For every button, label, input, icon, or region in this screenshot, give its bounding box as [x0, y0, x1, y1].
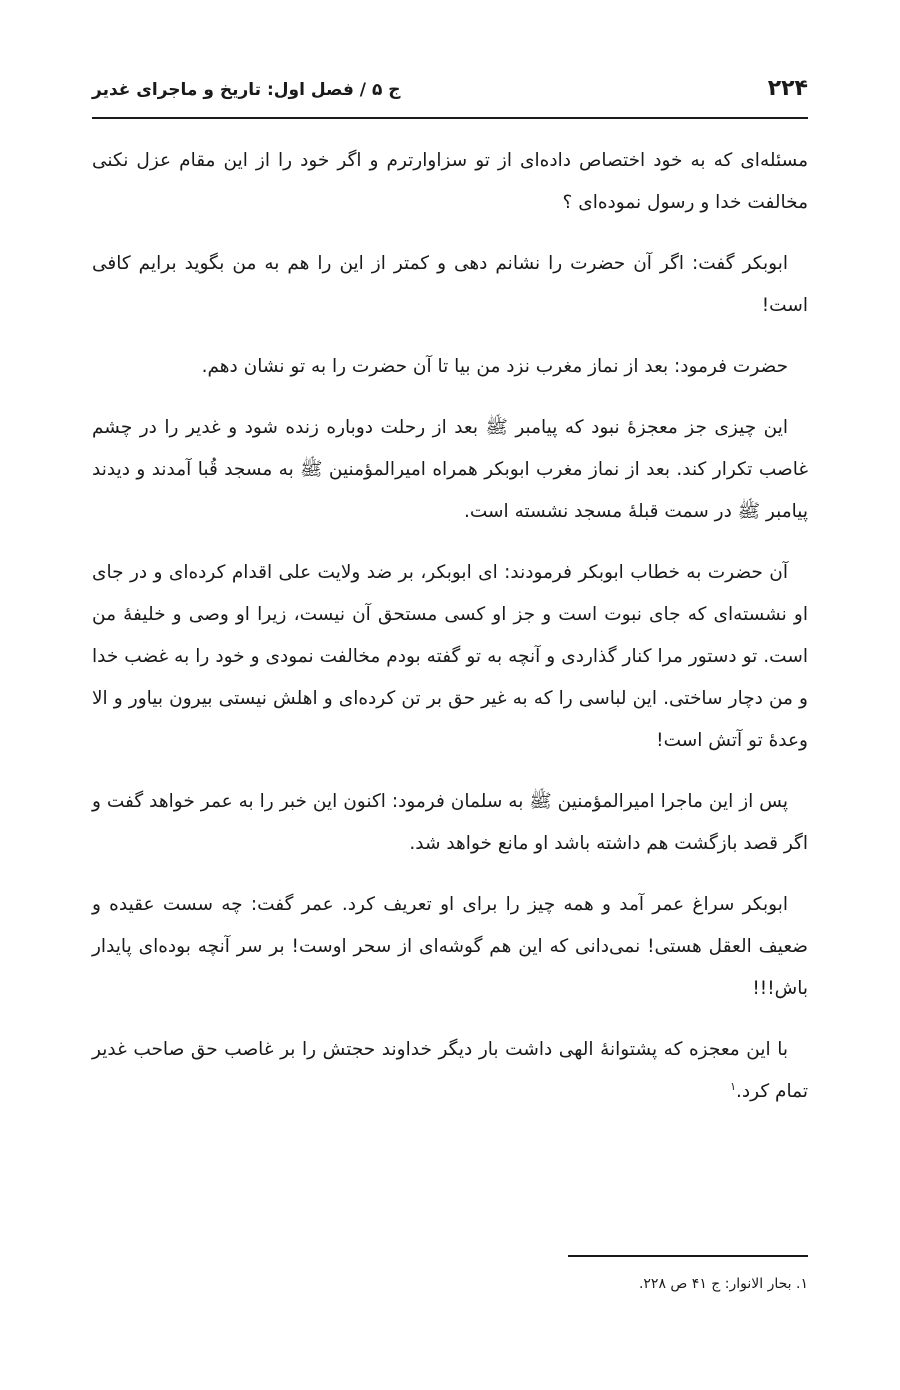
paragraph: آن حضرت به خطاب ابوبکر فرمودند: ای ابوبکر، بر ضد ولایت علی اقدام کرده‌ای و در جای او نشسته‌ای که جای نبوت است و جز او کسی مستحق آن نیست، زیرا او وصی و خلیفهٔ من است. تو دستور مرا کنار گذاردی و آنچه به تو گفته بودم مخالفت نمودی و خود را به غضب خدا و من دچار ساختی. این لباسی را که به غیر حق بر تن کرده‌ای و اهلش نیستی بیرون بیاور و الا وعدهٔ تو آتش است! — [92, 562, 808, 751]
running-title: ج ۵ / فصل اول: تاریخ و ماجرای غدیر — [92, 80, 401, 100]
header-divider — [92, 117, 808, 119]
paragraph: پس از این ماجرا امیرالمؤمنین ﷺ به سلمان فرمود: اکنون این خبر را به عمر خواهد گفت و اگر قصد بازگشت هم داشته باشد او مانع خواهد شد. — [92, 791, 808, 854]
footnote: ۱. بحار الانوار: ج ۴۱ ص ۲۲۸. — [638, 1276, 808, 1292]
book-page — [92, 0, 808, 1390]
paragraph-last — [92, 1029, 808, 1113]
footnote-divider — [568, 1255, 808, 1257]
page-number: ۲۲۴ — [767, 76, 808, 101]
footnote-marker[interactable]: ۱ — [730, 1079, 737, 1093]
paragraph: این چیزی جز معجزهٔ نبود که پیامبر ﷺ بعد از رحلت دوباره زنده شود و غدیر را در چشم غاصب تکرار کند. بعد از نماز مغرب ابوبکر همراه امیرالمؤمنین ﷺ به مسجد قُبا آمدند و دیدند پیامبر ﷺ در سمت قبلهٔ مسجد نشسته است. — [92, 417, 808, 522]
paragraph-text: با این معجزه که پشتوانهٔ الهی داشت بار دیگر خداوند حجتش را بر غاصب حق صاحب غدیر تمام کرد. — [92, 1039, 808, 1102]
paragraph: ابوبکر سراغ عمر آمد و همه چیز را برای او تعریف کرد. عمر گفت: چه سست عقیده و ضعیف العقل هستی! نمی‌دانی که این هم گوشه‌ای از سحر اوست! بر سر آنچه بوده‌ای پایدار باش!!! — [92, 894, 808, 999]
paragraph: مسئله‌ای که به خود اختصاص داده‌ای از تو سزاوارترم و اگر خود را از این مقام عزل نکنی مخالفت خدا و رسول نموده‌ای ؟ — [92, 150, 808, 213]
paragraph: حضرت فرمود: بعد از نماز مغرب نزد من بیا تا آن حضرت را به تو نشان دهم. — [201, 356, 788, 377]
page-header — [92, 72, 808, 112]
body-text — [92, 140, 808, 1132]
paragraph: ابوبکر گفت: اگر آن حضرت را نشانم دهی و کمتر از این را هم به من بگوید برایم کافی است! — [92, 253, 808, 316]
